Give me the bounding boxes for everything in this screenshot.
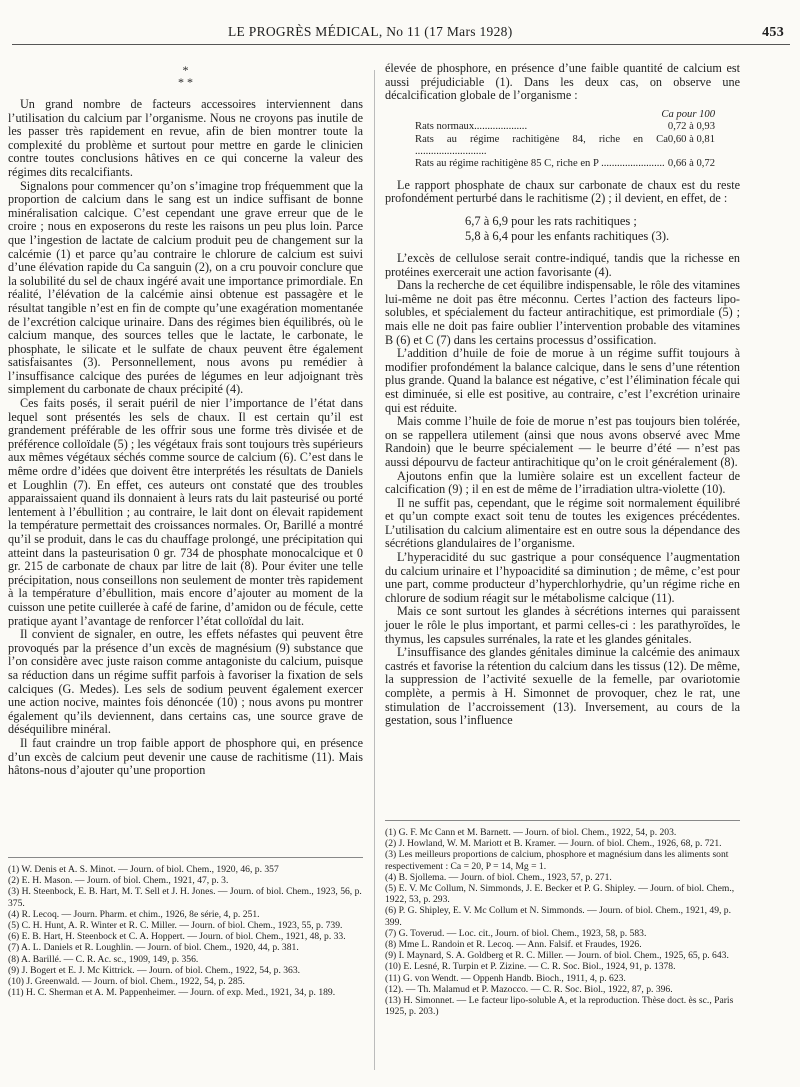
right-column [385,62,740,728]
row-value: 0,66 à 0,72 [667,158,715,170]
right-paragraph: Dans la recherche de cet équilibre indispensable, le rôle des vitamines lui-même ne doit pas être méconnu. Certes l’action des facteurs lipo-solubles, et spécialement du facteur antirachitique, est primordiale (5) ; mais elle ne doit pas faire oublier l’intervention probable des vitamines B (6) et C (7) dans les certains processus d’ossification. [385,278,740,347]
footnote: (6) P. G. Shipley, E. V. Mc Collum et N. Simmonds. — Journ. of biol. Chem., 1921, 49, p. 399. [385,905,732,928]
footnote: (9) I. Maynard, S. A. Goldberg et R. C. Miller. — Journ. of biol. Chem., 1925, 65, p. 643. [385,950,729,962]
row-label: Rats au régime rachitigène 85 C, riche en P ........................ [415,158,665,170]
footnote: (5) C. H. Hunt, A. R. Winter et R. C. Miller. — Journ. of biol. Chem., 1923, 55, p. 739. [8,920,343,932]
footnote: (2) J. Howland, W. M. Mariott et B. Kramer. — Journ. of biol. Chem., 1926, 68, p. 721. [385,838,722,850]
footnote: (6) E. B. Hart, H. Steenbock et C. A. Hoppert. — Journ. of biol. Chem., 1921, 48, p. 33. [8,931,346,943]
row-label: Rats normaux.................... [415,121,528,133]
ratio-values [465,214,740,244]
footnote: (1) G. F. Mc Cann et M. Barnett. — Journ. of biol. Chem., 1922, 54, p. 203. [385,827,677,838]
right-paragraph: élevée de phosphore, en présence d’une faible quantité de calcium est aussi préjudiciable (1). Dans les deux cas, on observe une décalcification globale de l’organisme : [385,61,740,103]
table-row [415,158,715,170]
asterisk-top: * [182,63,189,77]
footnote: (11) H. C. Sherman et A. M. Pappenheimer. — Journ. of exp. Med., 1921, 34, p. 189. [8,987,336,999]
asterisk-bottom: * * [178,75,193,89]
footnote: (4) B. Sjollema. — Journ. of biol. Chem., 1923, 57, p. 271. [385,871,612,883]
left-paragraph: Ces faits posés, il serait puéril de nier l’importance de l’état dans lequel sont présentés les sels de chaux. Il est certain qu’il est grandement préférable de les offrir sous une forme très divisée et de préférence colloïdale (5) ; les végétaux frais sont toujours très supérieurs aux mêmes végétaux séchés comme source de calcium (6). C’est dans le même ordre d’idées que doivent être interprétés les résultats de Daniels et Loughlin (7). En effet, ces auteurs ont constaté que des troubles apparaissaient quand ils donnaient à leurs rats du lait pasteurisé ou porté lentement à l’ébullition ; au contraire, le lait dont on élevait rapidement la température permettait des croissances normales. Or, Barillé a montré qu’il se produit, dans le cas du chauffage prolongé, une précipitation qui atteint dans la pasteurisation 0 gr. 734 de phosphate monocalcique et 0 gr. 215 de carbonate de chaux par litre de lait (8). Pour éviter une telle précipitation, nous conseillons non seulement de monter très rapidement à la température d’ébullition, mais encore d’ajouter au moment de la cuisson une petite cuillerée à café de farine, d’amidon ou de fécule, cette pratique ayant l’avantage de renforcer l’état colloïdal du lait. [8,396,363,628]
footnote: (10) J. Greenwald. — Journ. of biol. Chem., 1922, 54, p. 285. [8,976,245,988]
right-paragraph: L’excès de cellulose serait contre-indiqué, tandis que la richesse en protéines exercerait une action favorisante (4). [385,251,740,279]
ratio-line: 6,7 à 6,9 pour les rats rachitiques ; [465,214,637,228]
page-number: 453 [762,25,784,40]
right-paragraph: Il ne suffit pas, cependant, que le régime soit normalement équilibré et qu’un compte exact soit tenu de toutes les exigences précédentes. L’utilisation du calcium alimentaire est en outre sous la dépendance des sécrétions glandulaires de l’organisme. [385,495,740,551]
right-paragraph: L’addition d’huile de foie de morue à un régime suffit toujours à modifier profondément la balance calcique, dans le sens d’une rétention plus grande. Quand la balance est négative, c’est l’élimination fécale qui est diminuée, si elle est positive, au contraire, c’est l’excrétion urinaire qui est réduite. [385,346,740,415]
footnote: (12). — Th. Malamud et P. Mazocco. — C. R. Soc. Biol., 1922, 87, p. 396. [385,983,673,995]
right-paragraph: L’hyperacidité du suc gastrique a pour conséquence l’augmentation du calcium urinaire et l’hypoacidité sa diminution ; de même, c’est pour une part, comme producteur d’hyperchlorhydrie, qu’un régime riche en chlorure de sodium réagit sur le métabolisme calcique (11). [385,550,740,605]
left-footnotes [8,857,363,998]
footnote: (8) A. Barillé. — C. R. Ac. sc., 1909, 149, p. 356. [8,953,199,965]
right-paragraph: Le rapport phosphate de chaux sur carbonate de chaux est du reste profondément perturbé dans le rachitisme (2) ; il devient, en effet, de : [385,177,740,206]
row-label: Rats au régime rachitigène 84, riche en Ca ........................... [415,133,668,157]
section-asterisks [8,64,363,88]
row-value: 0,60 à 0,81 [667,133,715,145]
footnote: (4) R. Lecoq. — Journ. Pharm. et chim., 1926, 8e série, 4, p. 251. [8,908,260,920]
table-header: Ca pour 100 [661,108,715,120]
footnote: (10) E. Lesné, R. Turpin et P. Zizine. — C. R. Soc. Biol., 1924, 91, p. 1378. [385,961,676,973]
footnote: (2) E. H. Mason. — Journ. of biol. Chem., 1921, 47, p. 3. [8,875,229,887]
column-divider [374,70,375,1070]
footnote-rule [385,820,740,821]
left-paragraph: Signalons pour commencer qu’on s’imagine trop fréquemment que la proportion de calcium dans le sang est un indice suffisant de bonne minéralisation calcique. C’est cependant une grave erreur que de le croire ; nous en exposerons du reste les raisons un peu plus loin. Parce que l’ingestion de lactate de calcium produit peu de changement sur la calcémie (1) et parce qu’au contraire le chlorure de calcium est suivi d’une élévation rapide du Ca sanguin (2), on a cru pouvoir conclure que la solubilité du sel de chaux ingéré avait une importance primordiale. En réalité, l’élévation de la calcémie ainsi obtenue est passagère et le résultat tangible n’est en fin de compte qu’une exagération momentanée de l’excrétion calcique urinaire. Dans des régimes bien équilibrés, où le calcium manque, des sources telles que le lactate, le carbonate, le phosphate, le silicate et le sulfate de chaux peuvent être également satisfaisantes (3). Personnellement, nous avons pu remédier à l’insuffisance calcique des purées de légumes en leur adjoignant très simplement du carbonate de chaux précipité (4). [8,178,363,397]
footnote: (13) H. Simonnet. — Le facteur lipo-soluble A, et la reproduction. Thèse doct. ès sc., Paris 1925, p. 203.) [385,995,734,1018]
footnote-rule [8,857,363,858]
header-rule [12,44,790,45]
footnote: (5) E. V. Mc Collum, N. Simmonds, J. E. Becker et P. G. Shipley. — Journ. of biol. Chem., 1922, 53, p. 293. [385,883,735,906]
calcium-table [415,109,740,171]
right-paragraph: L’insuffisance des glandes génitales diminue la calcémie des animaux castrés et favorise la rétention du calcium dans les tissus (12). De même, la suppression de l’activité sexuelle de la femelle, par ovariotomie complète, a permis à H. Simonnet de provoquer, chez le rat, une stimulation de l’accroissement (13). Inversement, au cours de la gestation, sous l’influence [385,645,740,728]
row-value: 0,72 à 0,93 [667,121,715,133]
left-column [8,62,363,778]
footnote: (3) H. Steenbock, E. B. Hart, M. T. Sell et J. H. Jones. — Journ. of biol. Chem., 1923, 56, p. 375. [8,886,362,909]
right-paragraph: Mais ce sont surtout les glandes à sécrétions internes qui paraissent jouer le rôle le plus important, et parmi celles-ci : les parathyroïdes, le thymus, les capsules surrénales, la rate et les glandes génitales. [385,604,740,646]
left-paragraph: Il convient de signaler, en outre, les effets néfastes qui peuvent être provoqués par la présence d’un excès de magnésium (9) substance que l’on considère avec juste raison comme antagoniste du calcium, puisque sa réduction dans un régime suffit parfois à favoriser la fixation de sels calciques (G. Medes). Les sels de sodium peuvent également exercer une action nocive, maintes fois dénoncée (10) ; nous avons pu montrer également qu’ils deviennent, dans certains cas, une source grave de déséquilibre minéral. [8,627,363,737]
footnote: (1) W. Denis et A. S. Minot. — Journ. of biol. Chem., 1920, 46, p. 357 [8,864,279,875]
footnote: (9) J. Bogert et E. J. Mc Kittrick. — Journ. of biol. Chem., 1922, 54, p. 363. [8,964,301,976]
footnote: (3) Les meilleurs proportions de calcium, phosphore et magnésium dans les aliments sont respectivement : Ca = 20, P = 14, Mg = 1. [385,849,729,872]
page-header [18,24,790,41]
footnote: (7) G. Toverud. — Loc. cit., Journ. of biol. Chem., 1923, 58, p. 583. [385,927,647,939]
ratio-line: 5,8 à 6,4 pour les enfants rachitiques (3). [465,229,670,243]
right-footnotes [385,820,745,1017]
footnote: (11) G. von Wendt. — Oppenh Handb. Bioch., 1911, 4, p. 623. [385,972,626,984]
footnote: (7) A. L. Daniels et R. Loughlin. — Journ. of biol. Chem., 1920, 44, p. 381. [8,942,299,954]
running-title: LE PROGRÈS MÉDICAL, No 11 (17 Mars 1928) [228,24,513,39]
table-row [415,134,715,159]
left-paragraph: Un grand nombre de facteurs accessoires interviennent dans l’utilisation du calcium par l’organisme. Nous ne croyons pas inutile de les passer très rapidement en revue, afin de bien montrer toute la complexité du problème et surtout pour mettre en garde le clinicien contre toutes conclusions hâtives en ce qui concerne la valeur des régimes dits recalcifiants. [8,97,363,179]
right-paragraph: Mais comme l’huile de foie de morue n’est pas toujours bien tolérée, on se rappellera utilement (ainsi que nous avons observé avec Mme Randoin) que le beurre spécialement — le beurre d’été — n’est pas aussi dépourvu de facteur antirachitique qu’on le croit généralement (8). [385,414,740,469]
left-paragraph: Il faut craindre un trop faible apport de phosphore qui, en présence d’un excès de calcium peut devenir une cause de rachitisme (11). Mais hâtons-nous d’ajouter qu’une proportion [8,735,363,778]
footnote: (8) Mme L. Randoin et R. Lecoq. — Ann. Falsif. et Fraudes, 1926. [385,939,642,951]
right-paragraph: Ajoutons enfin que la lumière solaire est un excellent facteur de calcification (9) ; il en est de même de l’irradiation ultra-violette (10). [385,468,740,497]
table-row [415,121,715,133]
